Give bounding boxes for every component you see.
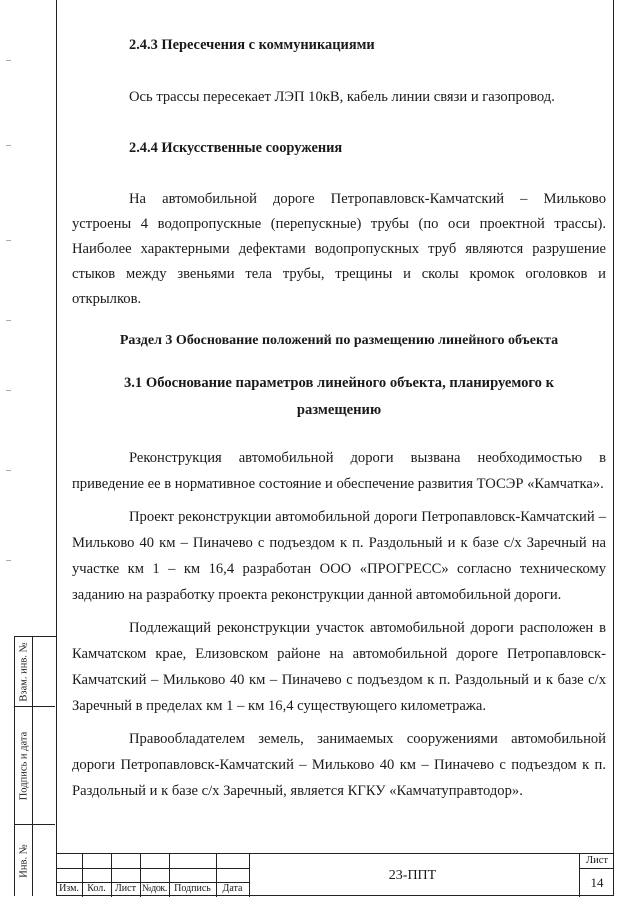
paragraph-3-1-d: Правообладателем земель, занимаемых сооружениями автомобильной дороги Петропавловск-Камчатский – Мильково 40 км – Пиначево с подъездом к п. Раздольный и к базе с/х Заречный, является КГКУ «Камчатуправтодор». — [72, 731, 606, 799]
sheet-number: 14 — [590, 875, 604, 890]
margin-mark — [6, 320, 11, 321]
document-code: 23-ППТ — [388, 868, 437, 883]
subsection-3-1-title-line1: 3.1 Обоснование параметров линейного объекта, планируемого к — [123, 375, 555, 391]
subsection-3-1-title-line2: размещению — [296, 402, 382, 418]
margin-mark — [6, 60, 11, 61]
sheet-label: Лист — [580, 854, 614, 869]
margin-mark — [6, 240, 11, 241]
document-body — [72, 30, 606, 804]
paragraph-3-1-c: Подлежащий реконструкции участок автомобильной дороги расположен в Камчатском крае, Елизовском районе на автомобильной дороге Петропавловск-Камчатский – Мильково 40 км – Пиначево с подъездом к п. Раздольный и к базе с/х Заречный в пределах км 1 – км 16,4 существующего километража. — [72, 620, 606, 714]
paragraph-3-1-b: Проект реконструкции автомобильной дороги Петропавловск-Камчатский – Мильково 40 км – Пиначево с подъездом к п. Раздольный и к базе с/х Заречный на участке км 1 – км 16,4 разработан ООО «ПРОГРЕСС» согласно техническому заданию на разработку проекта реконструкции данной автомобильной дороги. — [72, 509, 606, 603]
paragraph-2-4-3: Ось трассы пересекает ЛЭП 10кВ, кабель линии связи и газопровод. — [129, 89, 555, 105]
margin-mark — [6, 470, 11, 471]
label-ndok: №док. — [142, 883, 167, 894]
paragraph-2-4-4: На автомобильной дороге Петропавловск-Камчатский – Мильково устроены 4 водопропускные (перепускные) трубы (по оси проектной трассы). Наиболее характерными дефектами водопропускных труб являются разрушение стыков между звеньями тела трубы, трещины и сколы кромок оголовков и открылков. — [72, 191, 606, 307]
margin-mark — [6, 390, 11, 391]
side-label-inv: Инв. № — [15, 825, 33, 896]
side-stamp — [14, 636, 56, 896]
heading-2-4-3: 2.4.3 Пересечения с коммуникациями — [129, 37, 375, 53]
title-block — [56, 853, 614, 896]
heading-2-4-4: 2.4.4 Искусственные сооружения — [129, 140, 343, 156]
label-kol: Кол. — [87, 883, 106, 894]
side-row-inv — [15, 825, 55, 896]
section-3-title: Раздел 3 Обоснование положений по размещению линейного объекта — [119, 333, 559, 348]
title-block-rule — [56, 868, 249, 869]
side-row-podpis — [15, 707, 55, 825]
label-list: Лист — [115, 883, 136, 894]
label-podpis: Подпись — [174, 883, 211, 894]
margin-mark — [6, 560, 11, 561]
margin-mark — [6, 145, 11, 146]
side-label-vzam: Взам. инв. № — [15, 637, 33, 706]
side-label-podpis: Подпись и дата — [15, 707, 33, 824]
sheet-cell — [579, 854, 614, 897]
label-izm: Изм. — [59, 883, 79, 894]
label-data: Дата — [222, 883, 243, 894]
paragraph-3-1-a: Реконструкция автомобильной дороги вызвана необходимостью в приведение ее в нормативное состояние и обеспечение развития ТОСЭР «Камчатка». — [72, 450, 606, 492]
side-row-vzam — [15, 637, 55, 707]
